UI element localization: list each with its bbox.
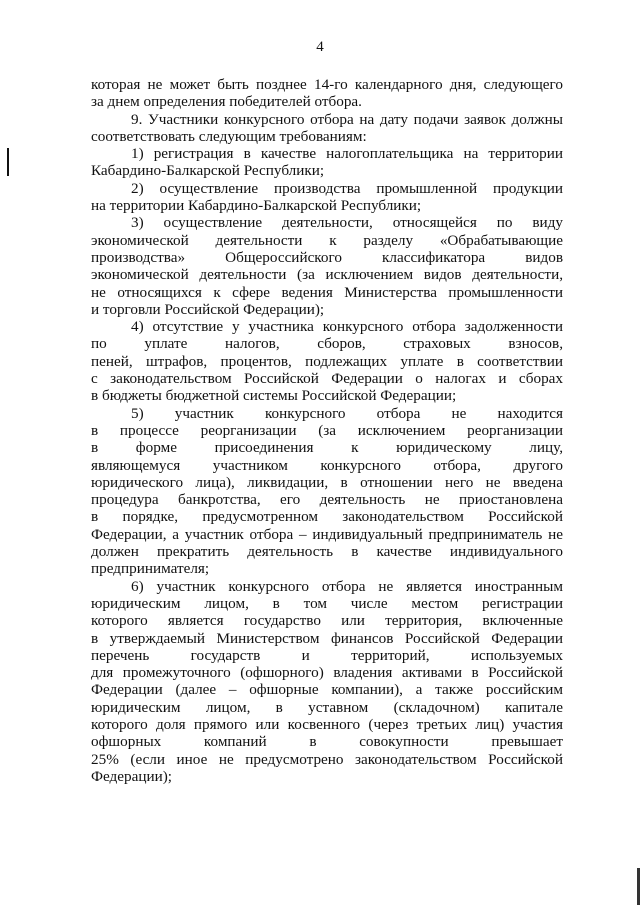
text-line: на территории Кабардино-Балкарской Республики; <box>91 197 422 215</box>
text-line: юридического лица), ликвидации, в отношении него не введена <box>91 473 563 491</box>
text-line: 4) отсутствие у участника конкурсного отбора задолженности <box>131 318 563 336</box>
page-number: 4 <box>316 39 324 55</box>
text-line: перечень государств и территорий, используемых <box>91 646 563 664</box>
text-line: с законодательством Российской Федерации о налогах и сборах <box>91 370 563 388</box>
text-line: производства» Общероссийского классификатора видов <box>91 248 563 266</box>
text-line: офшорных компаний в совокупности превышает <box>91 733 563 751</box>
text-line: юридическим лицом, в том числе местом регистрации <box>91 594 563 612</box>
text-line: 5) участник конкурсного отбора не находится <box>131 404 563 422</box>
text-line: и торговли Российской Федерации); <box>91 300 325 318</box>
margin-mark <box>7 148 9 176</box>
text-line: 2) осуществление производства промышленной продукции <box>131 179 563 197</box>
text-line: в процессе реорганизации (за исключением реорганизации <box>91 421 563 439</box>
text-line: 25% (если иное не предусмотрено законодательством Российской <box>91 750 563 768</box>
text-line: в утверждаемый Министерством финансов Российской Федерации <box>91 629 563 647</box>
text-line: 9. Участники конкурсного отбора на дату подачи заявок должны <box>131 110 563 128</box>
text-line: экономической деятельности к разделу «Обрабатывающие <box>91 231 563 249</box>
text-line: которого является государство или территория, включенные <box>91 612 563 630</box>
text-line: являющемуся участником конкурсного отбора, другого <box>91 456 563 474</box>
text-line: процедура банкротства, его деятельность не приостановлена <box>91 491 563 509</box>
text-line: 6) участник конкурсного отбора не является иностранным <box>131 577 563 595</box>
text-line: 1) регистрация в качестве налогоплательщика на территории <box>131 145 563 163</box>
text-line: в бюджеты бюджетной системы Российской Федерации; <box>91 387 457 405</box>
text-line: должен прекратить деятельность в качестве индивидуального <box>91 543 563 561</box>
text-line: Федерации); <box>91 767 173 785</box>
text-line: Федерации (далее – офшорные компании), а также российским <box>91 681 563 699</box>
text-line: экономической деятельности (за исключением видов деятельности, <box>91 266 563 284</box>
document-body <box>91 76 563 785</box>
text-line: по уплате налогов, сборов, страховых взносов, <box>91 335 563 353</box>
text-line: 3) осуществление деятельности, относящейся по виду <box>131 214 563 232</box>
text-line: не относящихся к сфере ведения Министерства промышленности <box>91 283 563 301</box>
text-line: юридическим лицом, в уставном (складочном) капитале <box>91 698 563 716</box>
text-line: предпринимателя; <box>91 560 210 578</box>
text-line: Федерации, а участник отбора – индивидуальный предприниматель не <box>91 525 563 543</box>
text-line: в форме присоединения к юридическому лицу, <box>91 439 563 457</box>
text-line: за днем определения победителей отбора. <box>91 93 362 111</box>
text-line: для промежуточного (офшорного) владения активами в Российской <box>91 664 563 682</box>
text-line: в порядке, предусмотренном законодательством Российской <box>91 508 563 526</box>
text-line: соответствовать следующим требованиям: <box>91 127 367 145</box>
text-line: которая не может быть позднее 14-го календарного дня, следующего <box>91 76 563 93</box>
text-line: Кабардино-Балкарской Республики; <box>91 162 325 180</box>
text-line: пеней, штрафов, процентов, подлежащих уплате в соответствии <box>91 352 563 370</box>
text-line: которого доля прямого или косвенного (через третьих лиц) участия <box>91 715 563 733</box>
